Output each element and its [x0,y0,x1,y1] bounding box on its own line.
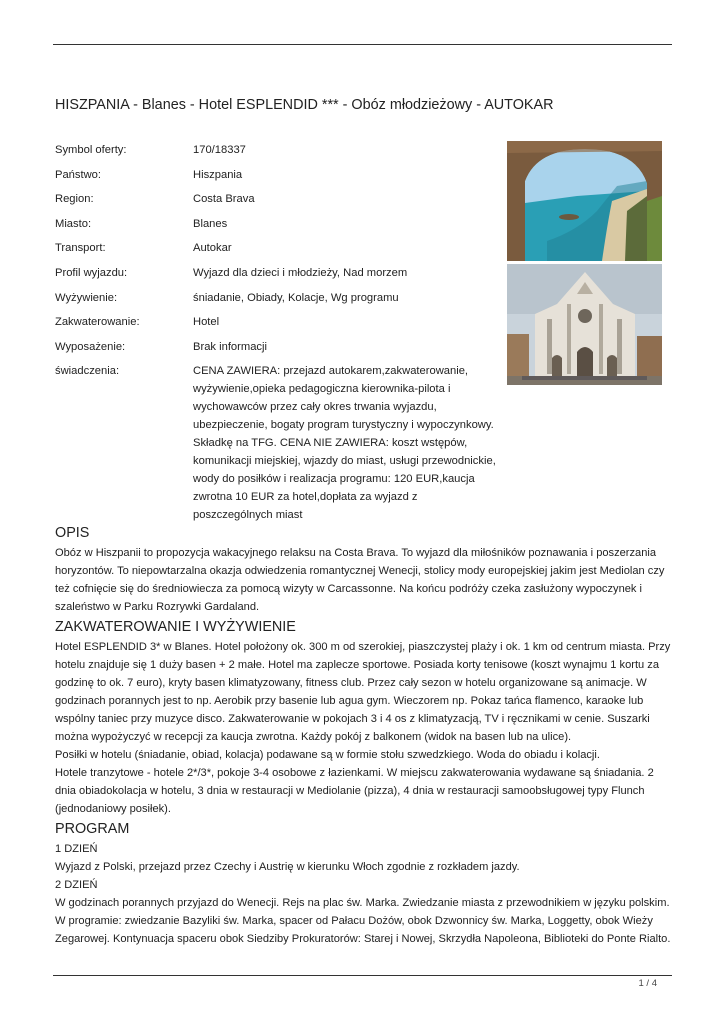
info-value: śniadanie, Obiady, Kolacje, Wg programu [193,291,399,304]
info-value: Hiszpania [193,168,243,181]
zakwaterowanie-paragraph-1: Hotel ESPLENDID 3* w Blanes. Hotel położony ok. 300 m od szerokiej, piaszczystej plaży i ok. 1 km od centrum miasta. Przy hotelu znajduje się 1 duży basen + 2 małe. Hotel ma zaplecze sportowe. Posiada korty tenisowe (koszt wynajmu 1 kortu za godzinę to ok. 7 euro), kryty basen klimatyzowany, fitness club. Przez cały sezon w hotelu organizowane są animacje. W godzinach porannych jest to np. Aerobik przy basenie lub agua gym. Wieczorem np. Pokaz tańca flamenco, karaoke lub wspólny taniec przy muzyce disco. Zakwaterowanie w pokojach 3 i 4 os z klimatyzacją, TV i ręcznikami w cenie. Suszarki można wypożyczyć w recepcji za kaucja zwrotna. Każdy pokój z balkonem (widok na basen lub na ulice). [55,641,671,743]
program-day-label: 1 DZIEŃ [55,843,98,855]
bottom-rule [53,975,672,976]
info-row-country [55,166,500,184]
info-row-city [55,215,500,233]
info-row-meals [55,289,500,307]
info-label: Zakwaterowanie: [55,316,140,329]
info-row-symbol [55,141,500,159]
section-heading-zakwaterowanie: ZAKWATEROWANIE I WYŻYWIENIE [55,619,296,635]
main-content [55,524,677,948]
section-heading-opis: OPIS [55,525,90,541]
program-day-text: Wyjazd z Polski, przejazd przez Czechy i Austrię w kierunku Włoch zgodnie z rozkładem jazdy. [55,861,520,873]
info-value: CENA ZAWIERA: przejazd autokarem,zakwaterowanie, wyżywienie,opieka pedagogiczna kierownika-pilota i wychowawców przez cały okres trwania wyjazdu, ubezpieczenie, bogaty program turystyczny i wypoczynkowy. Składkę na TFG. CENA NIE ZAWIERA: koszt wstępów, komunikacji miejskiej, wjazdy do miast, usługi przewodnickie, wody do posiłków i realizacja programu: 120 EUR,kaucja zwrotna 10 EUR za hotel,dopłata za wyjazd z poszczególnych miast [193,365,496,522]
info-row-services [55,362,500,524]
info-label: Region: [55,193,94,206]
section-heading-program: PROGRAM [55,821,130,837]
info-value: Brak informacji [193,340,267,353]
info-row-equipment [55,338,500,356]
info-value: Hotel [193,316,220,329]
info-row-profile [55,264,500,282]
info-row-transport [55,239,500,257]
page-number: 1 / 4 [638,978,657,989]
info-label: Wyposażenie: [55,340,126,353]
coast-photo [507,141,662,261]
info-label: Transport: [55,242,106,255]
zakwaterowanie-paragraph-3: Hotele tranzytowe - hotele 2*/3*, pokoje 3-4 osobowe z łazienkami. W miejscu zakwaterowania wydawane są śniadania. 2 dnia obiadokolacja w hotelu, 3 dnia w restauracji w Mediolanie (pizza), 4 dnia w restauracji samoobsługowej typy Flunch (jednodaniowy posiłek). [55,767,654,815]
zakwaterowanie-paragraph-2: Posiłki w hotelu (śniadanie, obiad, kolacja) podawane są w formie stołu szwedzkiego. Woda do obiadu i kolacji. [55,749,600,761]
info-label: Symbol oferty: [55,144,127,156]
program-day-label: 2 DZIEŃ [55,879,98,891]
info-label: Profil wyjazdu: [55,266,128,279]
info-value: Costa Brava [193,193,255,206]
info-label: Państwo: [55,168,102,181]
photo-column [507,141,662,385]
info-row-accommodation [55,313,500,331]
page-title: HISZPANIA - Blanes - Hotel ESPLENDID *** - Obóz młodzieżowy - AUTOKAR [55,97,554,113]
info-row-region [55,190,500,208]
info-value: 170/18337 [193,144,246,156]
info-label: świadczenia: [55,365,120,378]
info-value: Autokar [193,242,232,255]
info-value: Blanes [193,217,228,230]
top-rule [53,44,672,45]
opis-text: Obóz w Hiszpanii to propozycja wakacyjnego relaksu na Costa Brava. To wyjazd dla miłośników poznawania i poszerzania horyzontów. To niepowtarzalna okazja odwiedzenia romantycznej Wenecji, stolicy mody europejskiej jakim jest Mediolan czy też cofnięcie się do średniowiecza za pomocą wizyty w Carcassonne. Na końcu podróży czeka zasłużony wypoczynek i szaleństwo w Parku Rozrywki Gardaland. [55,547,665,613]
offer-info-table [55,141,500,531]
info-value: Wyjazd dla dzieci i młodzieży, Nad morzem [193,266,408,279]
church-photo [507,264,662,385]
info-label: Wyżywienie: [55,291,118,304]
info-label: Miasto: [55,217,92,230]
program-day-text: W godzinach porannych przyjazd do Wenecji. Rejs na plac św. Marka. Zwiedzanie miasta z przewodnikiem w języku polskim. W programie: zwiedzanie Bazyliki św. Marka, spacer od Pałacu Dożów, obok Dzwonnicy św. Marka, Loggetty, obok Wieży Zegarowej. Kontynuacja spaceru obok Siedziby Prokuratorów: Starej i Nowej, Skrzydła Napoleona, Biblioteki do Ponte Rialto. [55,897,671,945]
